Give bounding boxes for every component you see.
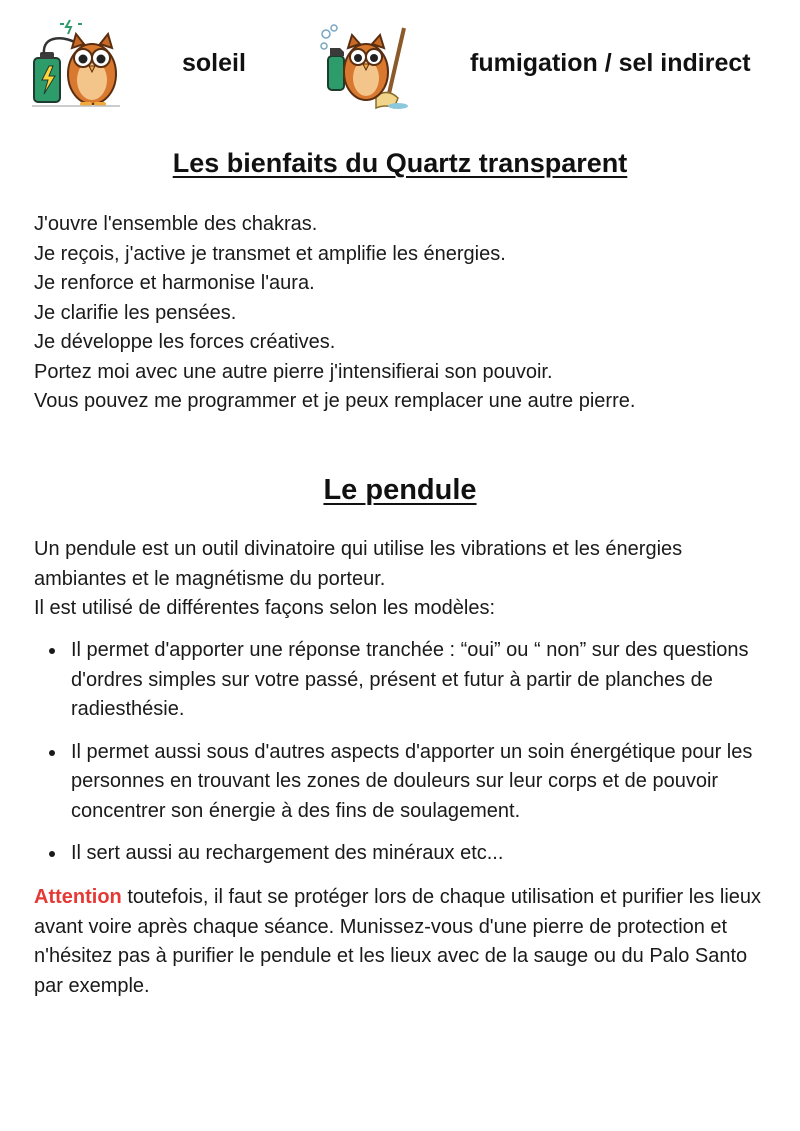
list-item xyxy=(34,839,754,869)
list-item-text: Il permet aussi sous d'autres aspects d'apporter un soin énergétique pour les personnes en trouvant les zones de douleurs sur leur corps et de pouvoir concentrer son énergie à des fins de soulagement. xyxy=(71,740,753,822)
attention-warning-word: Attention xyxy=(34,886,122,908)
list-item-text: Il sert aussi au rechargement des minéraux etc... xyxy=(71,842,504,864)
quartz-section-title: Les bienfaits du Quartz transparent xyxy=(172,148,628,178)
list-item xyxy=(34,738,754,827)
quartz-line: Portez moi avec une autre pierre j'intensifierai son pouvoir. xyxy=(34,360,553,383)
pendule-intro xyxy=(34,535,754,624)
quartz-line: Je développe les forces créatives. xyxy=(34,331,336,353)
quartz-benefits-list xyxy=(34,210,774,417)
attention-text: toutefois, il faut se protéger lors de chaque utilisation et purifier les lieux avant voire après chaque séance. Munissez-vous d'une pierre de protection et n'hésitez pas à purifier le pendule et les lieux avec de la sauge ou du Palo Santo par exemple. xyxy=(34,886,762,997)
sun-recharge-label: soleil xyxy=(182,49,246,77)
bullet-dot-icon xyxy=(49,851,55,857)
bullet-dot-icon xyxy=(49,750,55,756)
quartz-line: Je clarifie les pensées. xyxy=(34,301,237,324)
quartz-line: Vous pouvez me programmer et je peux remplacer une autre pierre. xyxy=(34,390,636,412)
owl-cleaning-spray-mop-icon xyxy=(318,22,414,112)
pendule-section-title: Le pendule xyxy=(323,474,477,506)
list-item-text: Il permet d'apporter une réponse tranchée : “oui” ou “ non” sur des questions d'ordres simples sur votre passé, présent et futur à partir de planches de radiesthésie. xyxy=(71,639,749,720)
quartz-line: Je reçois, j'active je transmet et amplifie les énergies. xyxy=(34,242,506,265)
quartz-line: Je renforce et harmonise l'aura. xyxy=(34,272,315,294)
owl-charging-battery-icon xyxy=(26,14,126,110)
bullet-dot-icon xyxy=(49,648,55,654)
fumigation-cleanse-label: fumigation / sel indirect xyxy=(470,49,751,77)
pendule-uses-list xyxy=(34,636,754,882)
quartz-line: J'ouvre l'ensemble des chakras. xyxy=(34,213,318,235)
pendule-intro-paragraph: Un pendule est un outil divinatoire qui utilise les vibrations et les énergies ambiantes et le magnétisme du porteur. xyxy=(34,538,683,590)
list-item xyxy=(34,636,754,725)
header-row xyxy=(0,0,800,120)
pendule-usage-paragraph: Il est utilisé de différentes façons selon les modèles: xyxy=(34,597,495,619)
attention-paragraph xyxy=(34,883,774,1001)
